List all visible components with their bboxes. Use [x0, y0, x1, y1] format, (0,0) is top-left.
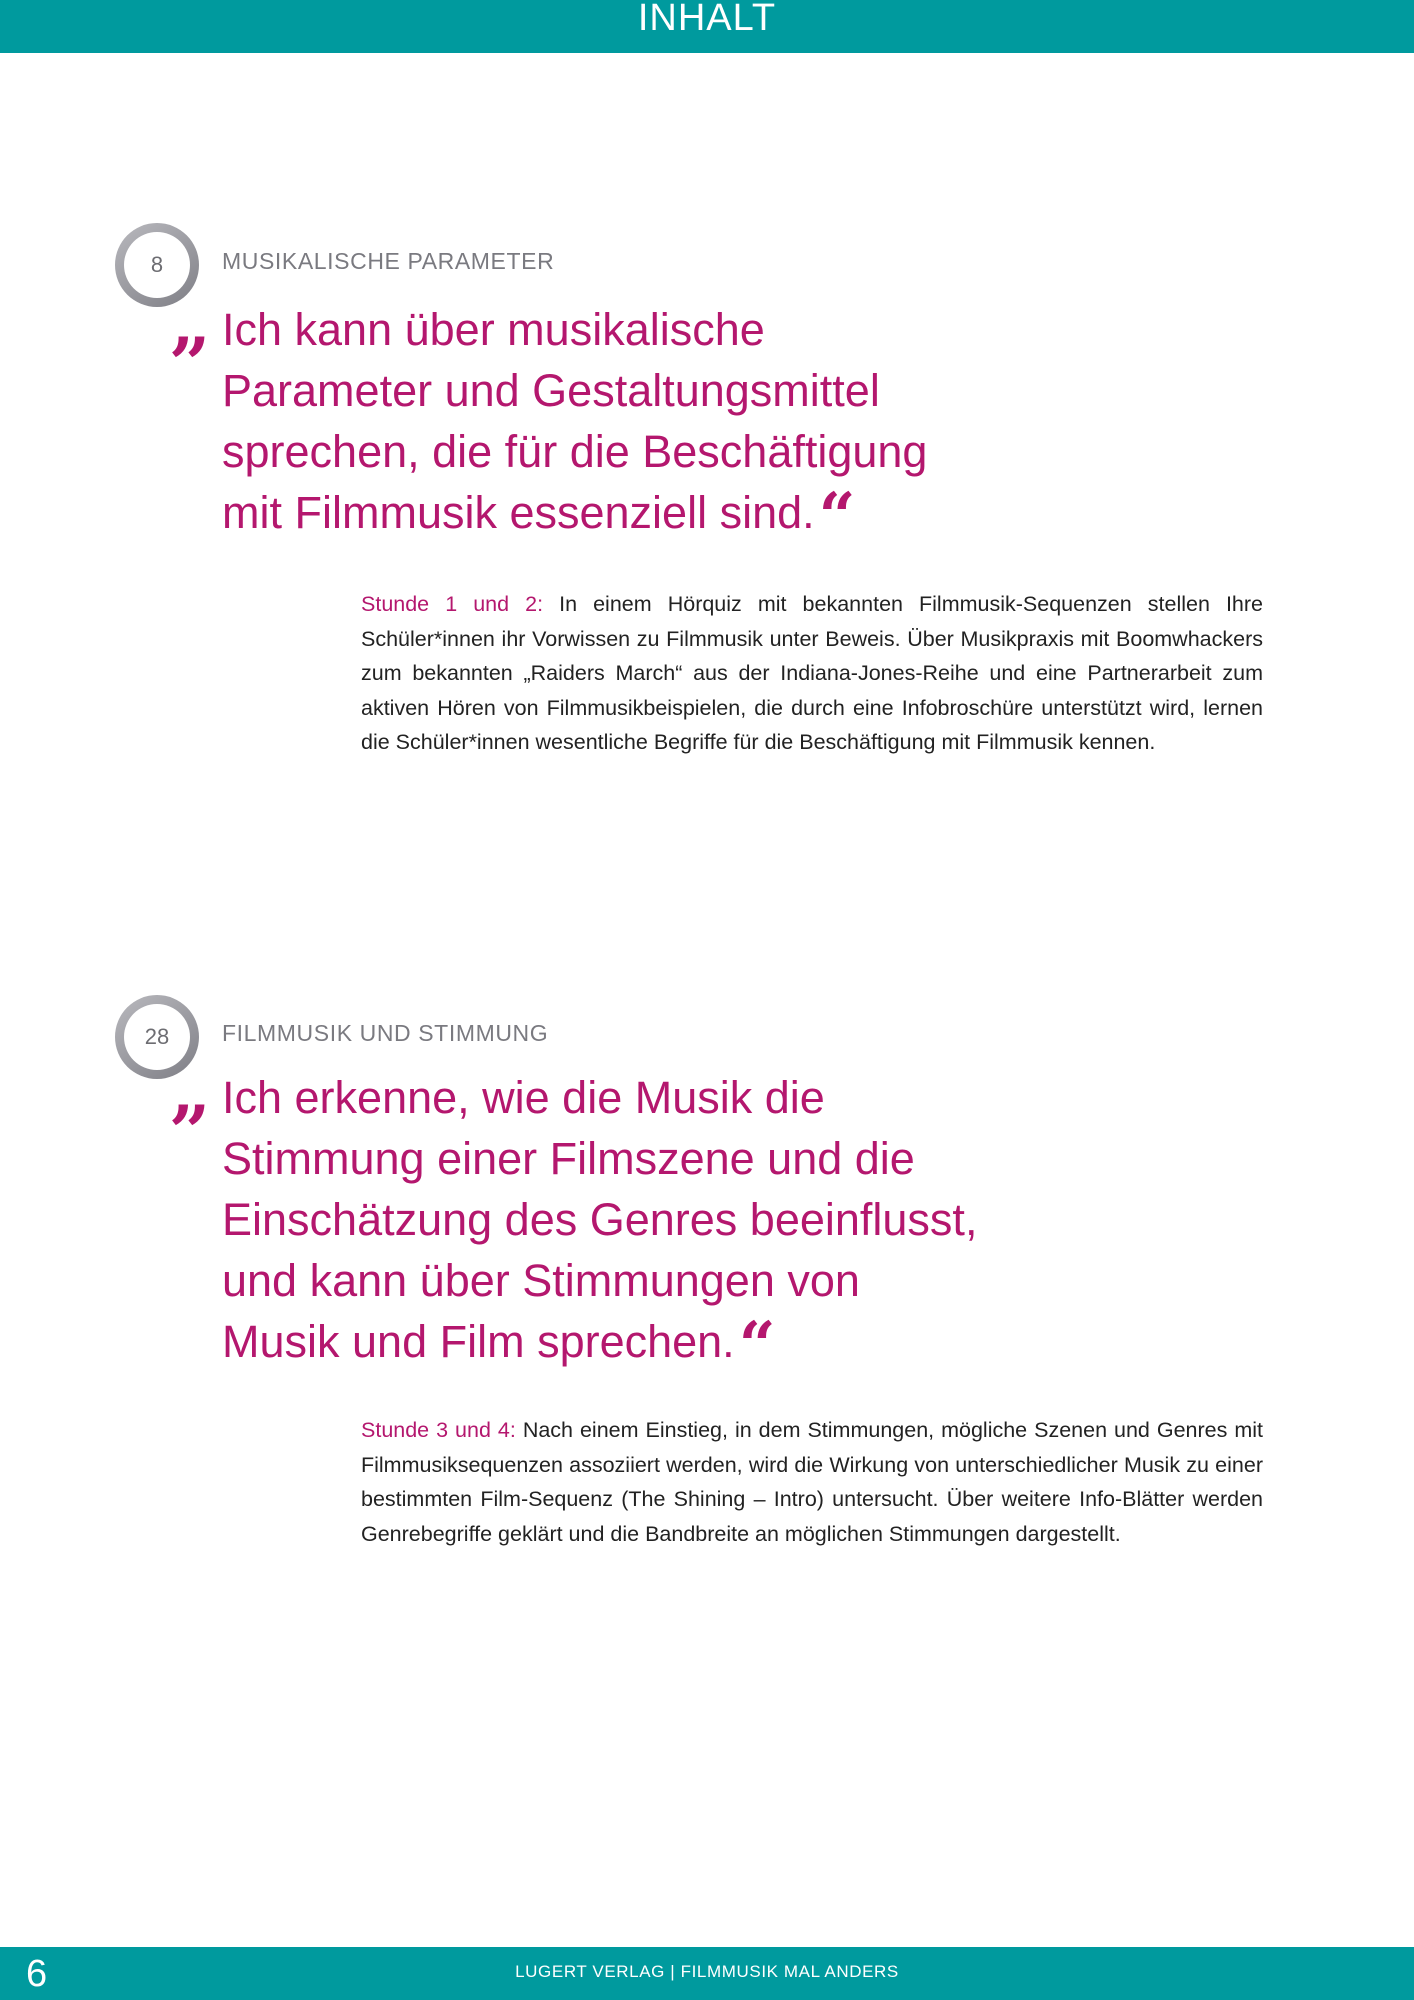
opening-quote-mark: „: [170, 1048, 212, 1133]
learning-goal-quote: [222, 299, 928, 554]
section-category: MUSIKALISCHE PARAMETER: [222, 248, 555, 274]
page-header-title: INHALT: [637, 0, 777, 39]
quote-line: Ich kann über musikalische: [222, 304, 765, 355]
closing-quote-mark: “: [818, 479, 856, 554]
quote-line: Stimmung einer Filmszene und die: [222, 1133, 915, 1184]
footer-publisher-title: LUGERT VERLAG | FILMMUSIK MAL ANDERS: [515, 1962, 899, 1981]
quote-line: Parameter und Gestaltungsmittel: [222, 365, 880, 416]
section-category: FILMMUSIK UND STIMMUNG: [222, 1020, 549, 1046]
learning-goal-quote: [222, 1067, 978, 1383]
quote-line: sprechen, die für die Beschäftigung: [222, 426, 928, 477]
description-text: Nach einem Einstieg, in dem Stimmungen, mögliche Szenen und Genres mit Filmmusiksequenzen assoziiert werden, wird die Wirkung von unterschiedlicher Musik zu einer bestimmten Film-Sequenz (The Shining – Intro) untersucht. Über weitere Info-Blätter werden Genrebegriffe geklärt und die Bandbreite an möglichen Stimmungen dargestellt.: [361, 1418, 1263, 1546]
quote-line: [222, 479, 927, 554]
footer-page-number: 6: [26, 1953, 48, 1995]
lesson-label: Stunde 1 und 2:: [361, 592, 544, 616]
quote-line: Ich erkenne, wie die Musik die: [222, 1072, 825, 1123]
lesson-label: Stunde 3 und 4:: [361, 1418, 516, 1442]
quote-line-text: mit Filmmusik essenziell sind.: [222, 487, 815, 538]
page-number[interactable]: 8: [124, 232, 190, 298]
section-description: [361, 1413, 1263, 1551]
closing-quote-mark: “: [738, 1308, 776, 1383]
section-description: [361, 587, 1263, 760]
footer-bar: [0, 1947, 1414, 2000]
description-text: In einem Hörquiz mit bekannten Filmmusik-Sequenzen stellen Ihre Schüler*innen ihr Vorwissen zu Filmmusik unter Beweis. Über Musikpraxis mit Boomwhackers zum bekannten „Raiders March“ aus der Indiana-Jones-Reihe und eine Partnerarbeit zum aktiven Hören von Filmmusikbeispielen, die durch eine Infobroschüre unterstützt wird, lernen die Schüler*innen wesentliche Begriffe für die Beschäftigung mit Filmmusik kennen.: [361, 592, 1264, 754]
page-number[interactable]: 28: [124, 1004, 190, 1070]
quote-line: und kann über Stimmungen von: [222, 1255, 860, 1306]
quote-line: [222, 1308, 977, 1383]
quote-line: Einschätzung des Genres beeinflusst,: [222, 1194, 978, 1245]
quote-line-text: Musik und Film sprechen.: [222, 1316, 735, 1367]
opening-quote-mark: „: [170, 280, 212, 365]
header-bar: [0, 0, 1414, 53]
